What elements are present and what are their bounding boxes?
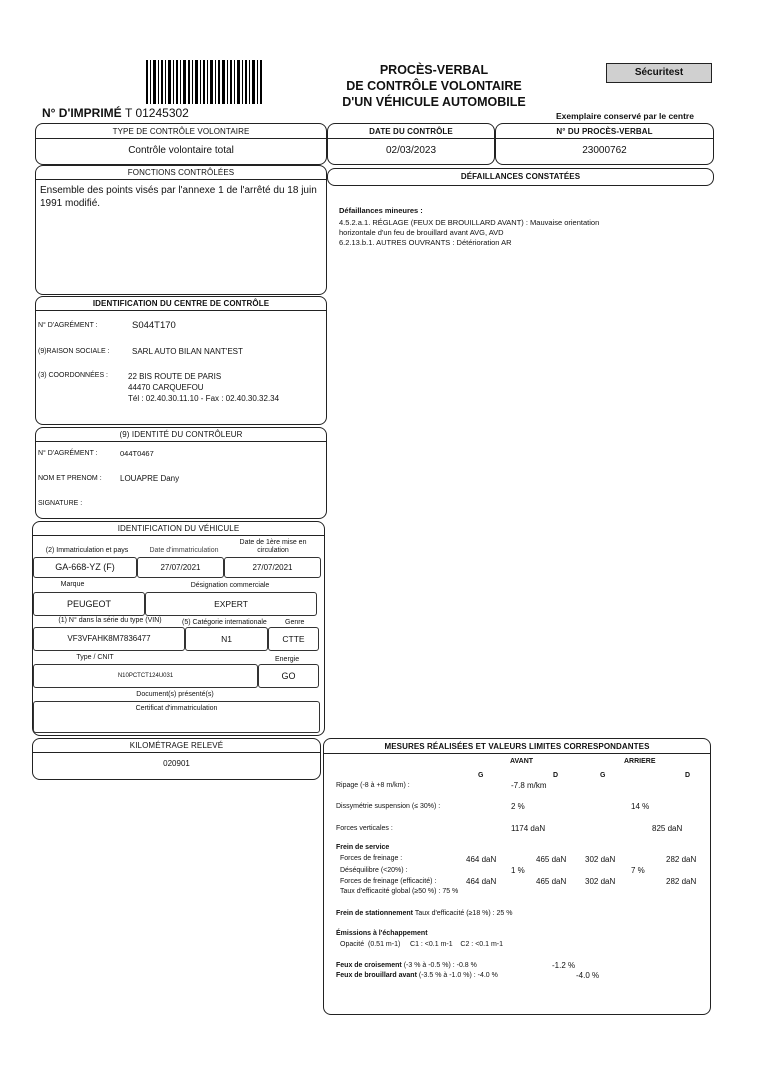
dissymetrie-label: Dissymétrie suspension (≤ 30%) : bbox=[336, 803, 441, 810]
vin-value: VF3VFAHK8M7836477 bbox=[33, 627, 185, 651]
marque-label: Marque bbox=[60, 581, 85, 588]
date-mise-label: Date de 1ère mise en circulation bbox=[239, 539, 307, 554]
centre-address-2: 44470 CARQUEFOU bbox=[128, 383, 204, 392]
barcode-graphic bbox=[146, 60, 264, 104]
brouillard-droite: -4.0 % bbox=[576, 971, 600, 980]
kilometrage-box bbox=[32, 738, 321, 780]
vin-label: (1) N° dans la série du type (VIN) bbox=[58, 617, 162, 624]
kilometrage-value: 020901 bbox=[163, 759, 190, 768]
ff-avant-d: 465 daN bbox=[536, 855, 567, 864]
kilometrage-label: KILOMÉTRAGE RELEVÉ bbox=[33, 739, 320, 753]
centre-agrement-label: N° D'AGRÉMENT : bbox=[38, 322, 98, 329]
imprime-value: T 01245302 bbox=[125, 106, 189, 120]
forces-verticales-arriere: 825 daN bbox=[652, 824, 683, 833]
desequilibre-label: Déséquilibre (<20%) : bbox=[340, 867, 408, 874]
defaillance-line-1: 4.5.2.a.1. RÉGLAGE (FEUX DE BROUILLARD AVANT) : Mauvaise orientation bbox=[339, 218, 600, 227]
ripage-label: Ripage (-8 à +8 m/km) : bbox=[336, 782, 410, 789]
centre-label: IDENTIFICATION DU CENTRE DE CONTRÔLE bbox=[36, 297, 326, 311]
centre-coordonnees bbox=[128, 371, 279, 404]
centre-coord-label: (3) COORDONNÉES : bbox=[38, 372, 109, 379]
fonctions-box bbox=[35, 165, 327, 295]
croisement-label: Feux de croisement bbox=[336, 962, 402, 969]
categorie-label: (5) Catégorie internationale bbox=[182, 619, 267, 626]
controleur-signature-label: SIGNATURE : bbox=[38, 500, 83, 507]
col-avant: AVANT bbox=[510, 758, 534, 765]
pv-number-value: 23000762 bbox=[582, 145, 627, 156]
ff-arriere-d: 282 daN bbox=[666, 855, 697, 864]
ffe-arriere-d: 282 daN bbox=[666, 877, 697, 886]
forces-verticales-avant: 1174 daN bbox=[511, 824, 546, 833]
brouillard-text: (-3.5 % à -1.0 %) : -4.0 % bbox=[418, 972, 498, 979]
designation-value: EXPERT bbox=[145, 592, 317, 616]
stationnement-label: Frein de stationnement bbox=[336, 910, 414, 917]
barcode bbox=[146, 60, 264, 104]
defaillances-heading: Défaillances mineures : bbox=[339, 206, 423, 215]
ffe-avant-g: 464 daN bbox=[466, 877, 497, 886]
col-arriere-d: D bbox=[685, 772, 691, 779]
dissymetrie-arriere: 14 % bbox=[631, 802, 650, 811]
ripage-value: -7.8 m/km bbox=[511, 781, 547, 790]
defaillances-label: DÉFAILLANCES CONSTATÉES bbox=[460, 172, 581, 181]
stationnement-text: Taux d'efficacité (≥18 %) : 25 % bbox=[414, 910, 513, 917]
pv-number-box bbox=[495, 123, 714, 165]
defaillances-content bbox=[339, 206, 599, 248]
desequilibre-arriere: 7 % bbox=[631, 866, 645, 875]
title-line-3: D'UN VÉHICULE AUTOMOBILE bbox=[342, 95, 526, 109]
ff-efficacite-label: Forces de freinage (efficacité) : bbox=[340, 878, 437, 885]
date-immat-label: Date d'immatriculation bbox=[149, 547, 219, 554]
opacite-text: Opacité (0.51 m-1) C1 : <0.1 m-1 C2 : <0.1 m-1 bbox=[340, 941, 504, 948]
defaillance-line-2: horizontale d'un feu de brouillard avant AVG, AVD bbox=[339, 228, 504, 237]
exemplaire-note: Exemplaire conservé par le centre bbox=[556, 111, 694, 121]
documents-box bbox=[33, 701, 320, 733]
energie-label: Energie bbox=[275, 656, 300, 663]
fonctions-text: Ensemble des points visés par l'annexe 1 de l'arrêté du 18 juin 1991 modifié. bbox=[40, 185, 317, 209]
centre-agrement-value: S044T170 bbox=[132, 320, 176, 331]
date-controle-value: 02/03/2023 bbox=[385, 145, 437, 156]
mesures-label: MESURES RÉALISÉES ET VALEURS LIMITES CORRESPONDANTES bbox=[324, 739, 710, 754]
col-avant-d: D bbox=[553, 772, 559, 779]
brand-badge: Sécuritest bbox=[606, 63, 712, 83]
frein-service-label: Frein de service bbox=[336, 844, 390, 851]
col-arriere: ARRIERE bbox=[624, 758, 656, 765]
pv-number-label: N° DU PROCÈS-VERBAL bbox=[496, 124, 713, 139]
controleur-nom-label: NOM ET PRENOM : bbox=[38, 475, 102, 482]
genre-value: CTTE bbox=[268, 627, 319, 651]
emissions-label: Émissions à l'échappement bbox=[336, 930, 428, 937]
brouillard-label: Feux de brouillard avant bbox=[336, 972, 417, 979]
centre-phone: Tél : 02.40.30.11.10 - Fax : 02.40.30.32.34 bbox=[128, 394, 280, 403]
title-line-1: PROCÈS-VERBAL bbox=[379, 63, 489, 77]
immat-value: GA-668-YZ (F) bbox=[33, 557, 137, 578]
title-line-2: DE CONTRÔLE VOLONTAIRE bbox=[346, 79, 522, 93]
document-title bbox=[330, 62, 538, 110]
forces-freinage-label: Forces de freinage : bbox=[340, 855, 403, 862]
croisement-text: (-3 % à -0.5 %) : -0.8 % bbox=[403, 962, 477, 969]
type-controle-value: Contrôle volontaire total bbox=[128, 145, 234, 156]
brouillard-row bbox=[336, 972, 498, 979]
centre-raison-value: SARL AUTO BILAN NANT'EST bbox=[132, 347, 243, 356]
croisement-row bbox=[336, 962, 477, 969]
date-controle-label: DATE DU CONTRÔLE bbox=[328, 124, 494, 139]
type-controle-label: TYPE DE CONTRÔLE VOLONTAIRE bbox=[36, 124, 326, 139]
controleur-agrement-label: N° D'AGRÉMENT : bbox=[38, 450, 98, 457]
type-cnit-value: N10PCTCT124U031 bbox=[33, 664, 258, 688]
defaillance-line-3: 6.2.13.b.1. AUTRES OUVRANTS : Détérioration AR bbox=[339, 238, 512, 247]
ffe-arriere-g: 302 daN bbox=[585, 877, 616, 886]
documents-label: Document(s) présenté(s) bbox=[136, 691, 214, 698]
imprime-label: N° D'IMPRIMÉ bbox=[42, 106, 122, 120]
controleur-label: (9) IDENTITÉ DU CONTRÔLEUR bbox=[36, 428, 326, 442]
immat-label: (2) Immatriculation et pays bbox=[45, 547, 129, 554]
forces-verticales-label: Forces verticales : bbox=[336, 825, 393, 832]
ff-arriere-g: 302 daN bbox=[585, 855, 616, 864]
centre-address-1: 22 BIS ROUTE DE PARIS bbox=[128, 372, 222, 381]
centre-raison-label: (9)RAISON SOCIALE : bbox=[38, 348, 110, 355]
type-cnit-label: Type / CNIT bbox=[76, 654, 114, 661]
controleur-nom-value: LOUAPRE Dany bbox=[120, 474, 180, 483]
date-immat-value: 27/07/2021 bbox=[137, 557, 224, 578]
documents-value: Certificat d'immatriculation bbox=[135, 705, 218, 712]
ffe-avant-d: 465 daN bbox=[536, 877, 567, 886]
defaillances-header bbox=[327, 168, 714, 186]
col-avant-g: G bbox=[478, 772, 484, 779]
designation-label: Désignation commerciale bbox=[190, 582, 270, 589]
imprime-number bbox=[42, 106, 189, 120]
type-controle-box bbox=[35, 123, 327, 165]
stationnement-row bbox=[336, 910, 513, 917]
controleur-agrement-value: 044T0467 bbox=[120, 449, 154, 458]
dissymetrie-avant: 2 % bbox=[511, 802, 525, 811]
desequilibre-avant: 1 % bbox=[511, 866, 525, 875]
taux-global: Taux d'efficacité global (≥50 %) : 75 % bbox=[340, 888, 459, 895]
col-arriere-g: G bbox=[600, 772, 606, 779]
vehicule-label: IDENTIFICATION DU VÉHICULE bbox=[33, 522, 324, 536]
date-mise-value: 27/07/2021 bbox=[224, 557, 321, 578]
centre-box bbox=[35, 296, 327, 425]
date-controle-box bbox=[327, 123, 495, 165]
categorie-value: N1 bbox=[185, 627, 268, 651]
fonctions-label: FONCTIONS CONTRÔLÉES bbox=[36, 166, 326, 180]
croisement-droite: -1.2 % bbox=[552, 961, 576, 970]
genre-label: Genre bbox=[285, 619, 305, 626]
marque-value: PEUGEOT bbox=[33, 592, 145, 616]
ff-avant-g: 464 daN bbox=[466, 855, 497, 864]
energie-value: GO bbox=[258, 664, 319, 688]
